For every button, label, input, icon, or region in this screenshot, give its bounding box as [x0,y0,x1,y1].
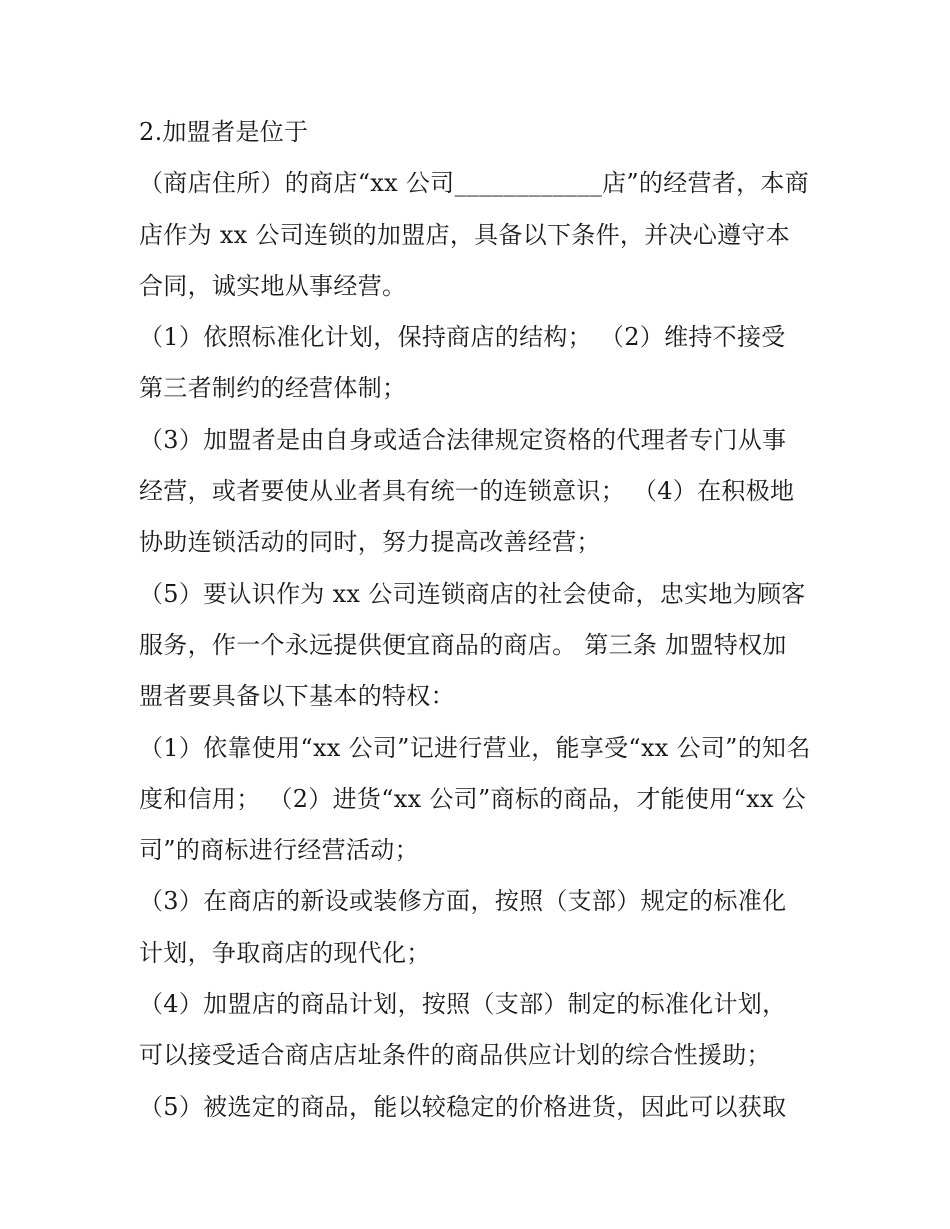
text-line: 第三者制约的经营体制； [139,374,407,403]
text-line: 盟者要具备以下基本的特权： [139,682,455,711]
text-line: （商店住所）的商店“xx 公司____________店”的经营者，本商 [139,169,810,198]
text-line: 服务，作一个永远提供便宜商品的商店。 第三条 加盟特权加 [139,630,787,659]
text-line: 可以接受适合商店店址条件的商品供应计划的综合性援助； [139,1041,771,1070]
text-line: （5）被选定的商品，能以较稳定的价格进货，因此可以获取 [139,1092,787,1121]
text-line: 合同，诚实地从事经营。 [139,271,407,300]
text-line: 度和信用； （2）进货“xx 公司”商标的商品，才能使用“xx 公 [139,784,807,813]
text-line: 司”的商标进行经营活动； [139,836,419,865]
text-line: 经营，或者要使从业者具有统一的连锁意识； （4）在积极地 [139,477,795,506]
text-line: （3）在商店的新设或装修方面，按照（支部）规定的标准化 [139,887,787,916]
document-body [139,107,829,1133]
text-line: 协助连锁活动的同时，努力提高改善经营； [139,528,601,557]
text-line: （4）加盟店的商品计划，按照（支部）制定的标准化计划， [139,990,787,1019]
text-line: （5）要认识作为 xx 公司连锁商店的社会使命，忠实地为顾客 [139,579,806,608]
text-line: 2.加盟者是位于 [139,118,309,146]
text-line: （3）加盟者是由自身或适合法律规定资格的代理者专门从事 [139,425,787,454]
text-line: （1）依靠使用“xx 公司”记进行营业，能享受“xx 公司”的知名 [139,733,811,762]
text-line: （1）依照标准化计划，保持商店的结构； （2）维持不接受 [139,323,786,352]
text-line: 店作为 xx 公司连锁的加盟店，具备以下条件，并决心遵守本 [139,220,791,249]
text-line: 计划，争取商店的现代化； [139,938,431,967]
